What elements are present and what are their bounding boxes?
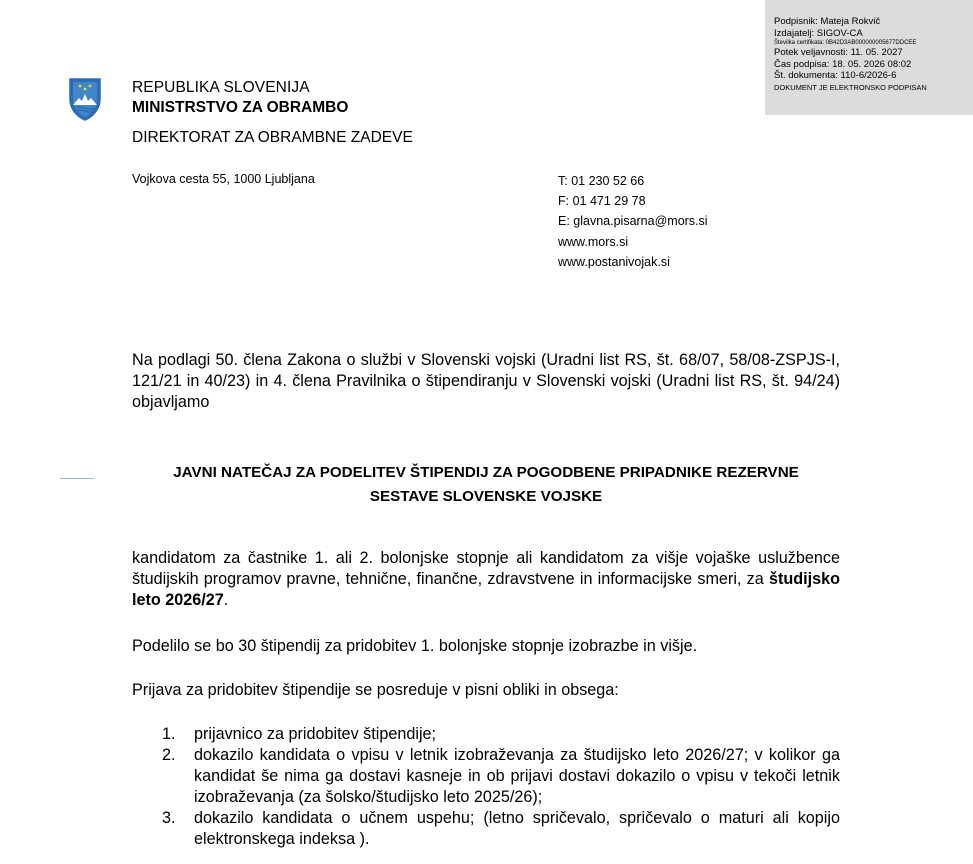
header-ministry: MINISTRSTVO ZA OBRAMBO [132, 99, 349, 116]
list-item-number: 1. [162, 725, 176, 743]
contact-phone: T: 01 230 52 66 [558, 174, 645, 188]
list-item-text: dokazilo kandidata o učnem uspehu; (letno spričevalo, spričevalo o maturi ali kopijo elektronskega indeksa ). [194, 809, 840, 848]
signature-signer: Podpisnik: Mateja Rokvič [774, 16, 881, 27]
margin-mark [60, 478, 94, 479]
header-address: Vojkova cesta 55, 1000 Ljubljana [132, 172, 315, 186]
contact-email: E: glavna.pisarna@mors.si [558, 214, 708, 229]
signature-doc-number: Št. dokumenta: 110-6/2026-6 [774, 70, 897, 82]
signature-time: Čas podpisa: 18. 05. 2026 08:02 [774, 58, 912, 70]
title-line-2: SESTAVE SLOVENSKE VOJSKE [369, 488, 603, 505]
slovenia-coat-of-arms-icon [68, 77, 102, 121]
contact-website-2: www.postanivojak.si [558, 254, 670, 269]
signature-validity: Potek veljavnosti: 11. 05. 2027 [774, 47, 903, 59]
list-item [132, 724, 840, 745]
requirements-list [132, 724, 840, 850]
document-title [132, 461, 840, 509]
application-intro: Prijava za pridobitev štipendije se posreduje v pisni obliki in obsega: [132, 681, 619, 699]
header-directorate: DIREKTORAT ZA OBRAMBNE ZADEVE [132, 129, 413, 146]
electronic-signature-box [765, 0, 973, 115]
signature-note: DOKUMENT JE ELEKTRONSKO PODPISAN [774, 82, 927, 92]
candidates-text: kandidatom za častnike 1. ali 2. bolonjske stopnje ali kandidatom za višje vojaške uslužbence študijskih programov pravne, tehnične, finančne, zdravstvene in informacijske smeri, za [132, 549, 840, 588]
list-item [132, 808, 840, 850]
legal-basis-paragraph: Na podlagi 50. člena Zakona o službi v Slovenski vojski (Uradni list RS, št. 68/07, 58/08-ZSPJS-I, 121/21 in 40/23) in 4. člena Pravilnika o štipendiranju v Slovenski vojski (Uradni list RS, št. 94/24) objavljamo [132, 351, 840, 411]
candidates-paragraph [132, 548, 840, 611]
academic-year: študijsko leto 2026/27 [132, 570, 840, 609]
title-line-1: JAVNI NATEČAJ ZA PODELITEV ŠTIPENDIJ ZA POGODBENE PRIPADNIKE REZERVNE [173, 464, 799, 481]
list-item-number: 2. [162, 746, 176, 764]
scholarships-paragraph: Podelilo se bo 30 štipendij za pridobitev 1. bolonjske stopnje izobrazbe in višje. [132, 637, 698, 655]
candidates-end: . [223, 591, 229, 609]
list-item [132, 745, 840, 808]
header-republic: REPUBLIKA SLOVENIJA [132, 79, 310, 96]
contact-fax: F: 01 471 29 78 [558, 194, 646, 209]
signature-certificate: Številka certifikata: 0B42D3AB000000005677DDCEE [774, 40, 917, 47]
list-item-number: 3. [162, 809, 176, 827]
signature-issuer: Izdajatelj: SIGOV-CA [774, 27, 863, 39]
list-item-text: dokazilo kandidata o vpisu v letnik izobraževanja za študijsko leto 2026/27; v kolikor ga kandidat še nima ga dostavi kasneje in ob prijavi dostavi dokazilo o vpisu v tekoči letnik izobraževanja (za šolsko/študijsko leto 2025/26); [194, 746, 840, 806]
list-item-text: prijavnico za pridobitev štipendije; [194, 725, 437, 743]
contact-website: www.mors.si [558, 234, 629, 249]
contact-block [558, 171, 708, 272]
